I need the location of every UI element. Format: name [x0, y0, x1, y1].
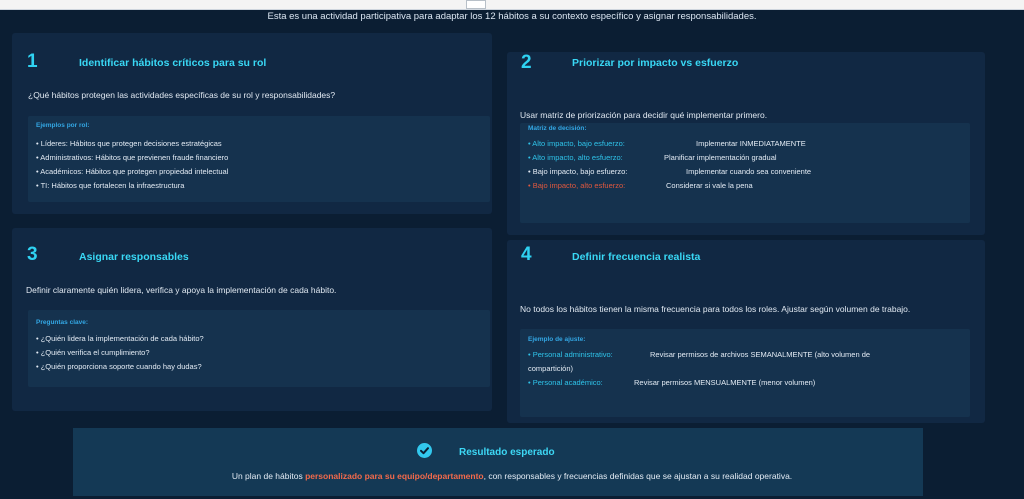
- matrix-key: • Alto impacto, alto esfuerzo:: [528, 153, 623, 162]
- browser-toolbar-strip: [0, 0, 1024, 10]
- step-card-2: [507, 52, 985, 235]
- step-number: 1: [27, 51, 38, 72]
- step-description: Usar matriz de priorización para decidir qué implementar primero.: [520, 110, 768, 120]
- step-number: 4: [521, 244, 532, 265]
- list-item: • ¿Quién verifica el cumplimiento?: [36, 348, 150, 357]
- matrix-key: • Bajo impacto, alto esfuerzo:: [528, 181, 626, 190]
- step-title: Priorizar por impacto vs esfuerzo: [572, 57, 739, 69]
- list-item: • TI: Hábitos que fortalecen la infraestructura: [36, 181, 185, 190]
- toolbar-input[interactable]: [466, 0, 486, 9]
- adjustment-box: [520, 329, 970, 417]
- adjustment-heading: Ejemplo de ajuste:: [528, 336, 586, 343]
- examples-heading: Ejemplos por rol:: [36, 122, 90, 129]
- step-card-1: [12, 33, 492, 214]
- step-card-3: [12, 228, 492, 411]
- adjustment-value: Revisar permisos de archivos SEMANALMENTE (alto volumen de: [650, 350, 871, 359]
- check-circle-icon: [417, 443, 432, 458]
- result-text-end: , con responsables y frecuencias definidas que se ajustan a su realidad operativa.: [483, 471, 793, 481]
- list-item: • Administrativos: Hábitos que previenen fraude financiero: [36, 153, 229, 162]
- decision-matrix-box: [520, 123, 970, 223]
- matrix-row: [528, 137, 968, 151]
- list-item: • ¿Quién proporciona soporte cuando hay dudas?: [36, 362, 202, 371]
- result-highlight: personalizado para su equipo/departamento: [305, 471, 484, 481]
- matrix-value: Considerar si vale la pena: [666, 181, 753, 190]
- step-description: ¿Qué hábitos protegen las actividades específicas de su rol y responsabilidades?: [28, 90, 336, 100]
- matrix-value: Planificar implementación gradual: [664, 153, 777, 162]
- examples-box: [28, 116, 490, 202]
- step-number: 3: [27, 244, 38, 265]
- adjustment-key: • Personal administrativo:: [528, 350, 613, 359]
- step-number: 2: [521, 52, 532, 73]
- matrix-key: • Bajo impacto, bajo esfuerzo:: [528, 167, 628, 176]
- adjustment-key: compartición): [528, 364, 574, 373]
- step-title: Definir frecuencia realista: [572, 251, 701, 263]
- matrix-row: [528, 165, 968, 179]
- result-title: Resultado esperado: [459, 447, 555, 458]
- adjustment-row: [528, 348, 968, 362]
- matrix-rows: [528, 137, 968, 193]
- adjustment-value: Revisar permisos MENSUALMENTE (menor volumen): [634, 378, 816, 387]
- intro-text: Esta es una actividad participativa para adaptar los 12 hábitos a su contexto específico y asignar responsabilidades.: [267, 11, 757, 22]
- questions-heading: Preguntas clave:: [36, 319, 89, 326]
- matrix-row: [528, 151, 968, 165]
- adjustment-key: • Personal académico:: [528, 378, 603, 387]
- step-description: Definir claramente quién lidera, verifica y apoya la implementación de cada hábito.: [26, 285, 337, 295]
- matrix-value: Implementar cuando sea conveniente: [686, 167, 812, 176]
- step-title: Asignar responsables: [79, 251, 189, 263]
- step-card-4: [507, 240, 985, 423]
- examples-list: [36, 137, 228, 193]
- result-text: [0, 471, 1024, 481]
- list-item: • Académicos: Hábitos que protegen propiedad intelectual: [36, 167, 229, 176]
- result-panel: [73, 428, 923, 496]
- questions-box: [28, 310, 490, 387]
- matrix-value: Implementar INMEDIATAMENTE: [696, 139, 806, 148]
- result-text-start: Un plan de hábitos: [231, 471, 306, 481]
- list-item: • Líderes: Hábitos que protegen decisiones estratégicas: [36, 139, 222, 148]
- adjustment-row: [528, 362, 968, 376]
- questions-list: [36, 332, 204, 374]
- list-item: • ¿Quién lidera la implementación de cada hábito?: [36, 334, 204, 343]
- matrix-row: [528, 179, 968, 193]
- step-title: Identificar hábitos críticos para su rol: [79, 57, 267, 69]
- adjustment-rows: [528, 348, 968, 390]
- step-description: No todos los hábitos tienen la misma frecuencia para todos los roles. Ajustar según volumen de trabajo.: [520, 304, 911, 314]
- matrix-key: • Alto impacto, bajo esfuerzo:: [528, 139, 625, 148]
- matrix-heading: Matriz de decisión:: [528, 125, 587, 132]
- adjustment-row: [528, 376, 968, 390]
